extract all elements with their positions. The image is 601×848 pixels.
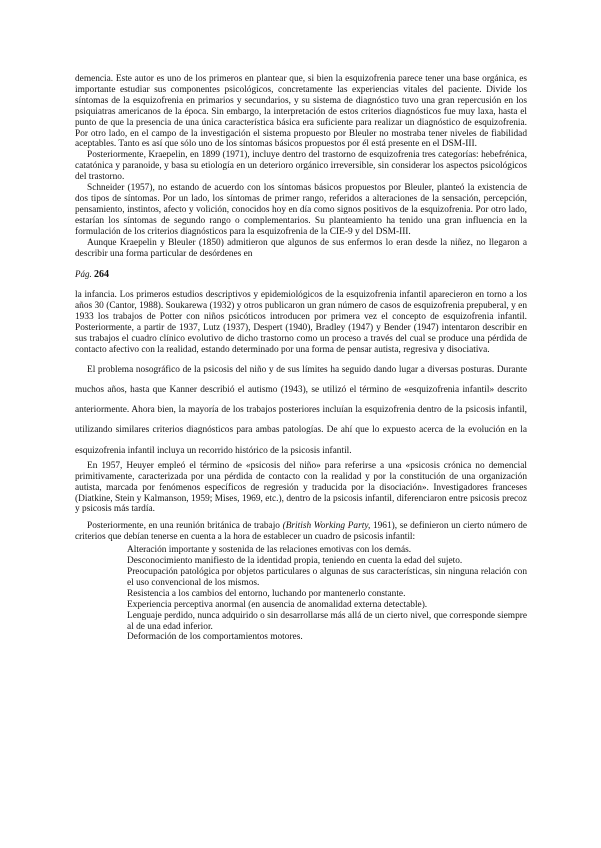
page-number-marker — [75, 269, 527, 280]
paragraph: Aunque Kraepelin y Bleuler (1850) admitieron que algunos de sus enfermos lo eran desde la niñez, no llegaron a describir una forma particular de desórdenes en — [75, 237, 527, 259]
citation: (British Working Party, — [282, 521, 371, 532]
paragraph: Schneider (1957), no estando de acuerdo con los síntomas básicos propuestos por Bleuler, planteó la existencia de dos tipos de síntomas. Por un lado, los síntomas de primer rango, referidos a alteraciones de la sensación, percepción, pensamiento, instintos, afecto y volición, conocidos hoy en día como signos positivos de la esquizofrenia. Por otro lado, estarían los síntomas de segundo rango o complementarios. Su planteamiento ha tenido una gran influencia en la formulación de los criterios diagnósticos para la esquizofrenia de la CIE-9 y del DSM-III. — [75, 183, 527, 237]
list-item: Experiencia perceptiva anormal (en ausencia de anomalidad externa detectable). — [127, 599, 428, 610]
page-number: 264 — [94, 269, 109, 281]
criteria-list — [127, 545, 527, 643]
list-item: Desconocimiento manifiesto de la identidad propia, teniendo en cuenta la edad del sujeto. — [127, 556, 463, 567]
text-segment: Posteriormente, en una reunión británica de trabajo — [87, 521, 283, 532]
text-block-top — [75, 74, 527, 259]
paragraph: demencia. Este autor es uno de los primeros en plantear que, si bien la esquizofrenia parece tener una base orgánica, es importante estudiar sus componentes psicológicos, concretamente las experiencias vitales del paciente. Divide los síntomas de la esquizofrenia en primarios y secundarios, y su sistema de diagnóstico tuvo una gran repercusión en los psiquiatras americanos de la época. Sin embargo, la interpretación de estos criterios diagnósticos fue muy laxa, hasta el punto de que la presencia de una única característica básica era suficiente para realizar un diagnóstico de esquizofrenia. Por otro lado, en el campo de la investigación el sistema propuesto por Bleuler no mostraba tener niveles de fiabilidad aceptables. Tanto es así que sólo uno de los síntomas básicos propuestos por él está presente en el DSM-III. — [75, 74, 527, 150]
list-item: Lenguaje perdido, nunca adquirido o sin desarrollarse más allá de un cierto nivel, que corresponde siempre al de una edad inferior. — [127, 610, 527, 632]
paragraph: En 1957, Heuyer empleó el término de «psicosis del niño» para referirse a una «psicosis crónica no demencial primitivamente, caracterizada por una pérdida de contacto con la realidad y por la constitución de una organización autista, marcada por fenómenos específicos de regresión y traducida por la disociación». Investigadores franceses (Diatkine, Stein y Kalmanson, 1959; Mises, 1969, etc.), dentro de la psicosis infantil, diferenciaron entre psicosis precoz y psicosis más tardía. — [75, 460, 527, 515]
list-item: Alteración importante y sostenida de las relaciones emotivas con los demás. — [127, 545, 412, 556]
paragraph-wide: El problema nosográfico de la psicosis del niño y de sus límites ha seguido dando lugar a diversas posturas. Durante muchos años, hasta que Kanner describió el autismo (1943), se utilizó el término de «esquizofrenia infantil» descrito anteriormente. Ahora bien, la mayoría de los trabajos posteriores incluían la esquizofrenia dentro de la psicosis infantil, utilizando similares criterios diagnósticos para ambas patologías. De ahí que lo expuesto acerca de la evolución en la esquizofrenia infantil incluya un recorrido histórico de la psicosis infantil. — [75, 364, 527, 456]
list-item: Resistencia a los cambios del entorno, luchando por mantenerlo constante. — [127, 588, 406, 599]
text-block-bottom — [75, 290, 527, 643]
paragraph: Posteriormente, Kraepelin, en 1899 (1971), incluye dentro del trastorno de esquizofrenia tres categorías: hebefrénica, catatónica y paranoide, y basa su etiología en un deterioro orgánico irreversible, sin considerar los aspectos psicológicos del trastorno. — [75, 150, 527, 183]
list-item: Preocupación patológica por objetos particulares o algunas de sus características, sin ninguna relación con el uso convencional de los mismos. — [127, 567, 527, 588]
paragraph: la infancia. Los primeros estudios descriptivos y epidemiológicos de la esquizofrenia infantil aparecieron en torno a los años 30 (Cantor, 1988). Soukarewa (1932) y otros publicaron un gran número de casos de esquizofrenia prepuberal, y en 1933 los trabajos de Potter con niños psicóticos introducen por primera vez el concepto de esquizofrenia infantil. Posteriormente, a partir de 1937, Lutz (1937), Despert (1940), Bradley (1947) y Bender (1947) intentaron describir en sus trabajos el cuadro clínico evolutivo de dicho trastorno como un proceso a través del cual se produce una pérdida de contacto afectivo con la realidad, estando determinado por una forma de pensar autista, regresiva y disociativa. — [75, 290, 527, 355]
page-label: Pág. — [75, 269, 92, 280]
paragraph-british — [75, 521, 527, 543]
document-page — [75, 74, 527, 643]
text-segment: 1961), se definieron un cierto número de criterios que debían tenerse en cuenta a la hora de establecer un cuadro de psicosis infantil: — [75, 521, 527, 543]
list-item: Deformación de los comportamientos motores. — [127, 632, 303, 643]
